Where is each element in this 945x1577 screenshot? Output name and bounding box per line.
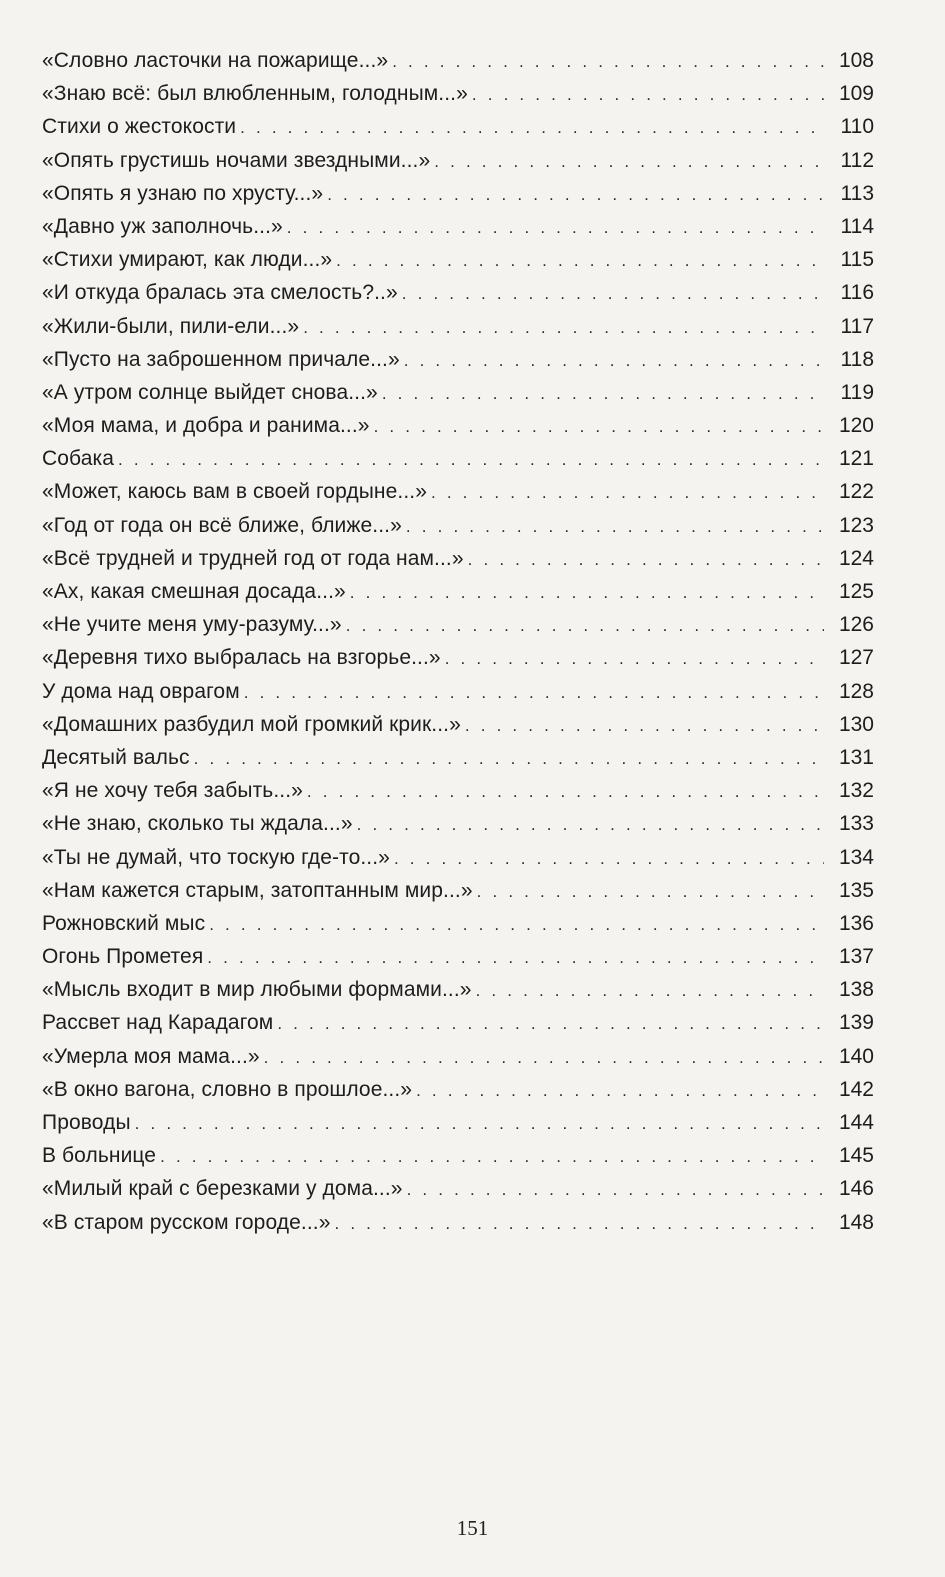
toc-entry (42, 874, 874, 907)
toc-dot-leader (194, 742, 824, 775)
toc-entry-title: «Всё трудней и трудней год от года нам...» (42, 546, 464, 570)
toc-dot-leader (244, 676, 824, 709)
toc-dot-leader (327, 178, 824, 211)
toc-entry-title: «Может, каюсь вам в своей гордыне...» (42, 480, 427, 504)
toc-entry-page: 127 (838, 646, 874, 670)
toc-dot-leader (392, 45, 824, 78)
toc-entry-title: «Домашних разбудил мой громкий крик...» (42, 712, 461, 736)
toc-entry-page: 140 (838, 1044, 874, 1068)
toc-entry-title: «Давно уж заполночь...» (42, 214, 283, 238)
toc-entry-title: Огонь Прометея (42, 945, 204, 969)
toc-entry (42, 1172, 874, 1205)
toc-entry (42, 1040, 874, 1073)
toc-dot-leader (477, 875, 824, 908)
toc-entry-title: «А утром солнце выйдет снова...» (42, 380, 378, 404)
toc-entry-title: Стихи о жестокости (42, 115, 237, 139)
toc-dot-leader (287, 211, 824, 244)
toc-dot-leader (357, 808, 824, 841)
toc-dot-leader (468, 543, 824, 576)
toc-entry-title: «Ты не думай, что тоскую где-то...» (42, 845, 390, 869)
toc-entry (42, 1106, 874, 1139)
toc-entry-title: «Стихи умирают, как люди...» (42, 248, 333, 272)
toc-dot-leader (402, 277, 824, 310)
toc-dot-leader (334, 1207, 824, 1240)
toc-entry (42, 841, 874, 874)
toc-dot-leader (445, 642, 824, 675)
toc-entry-title: «Не знаю, сколько ты ждала...» (42, 812, 353, 836)
toc-entry-page: 132 (838, 779, 874, 803)
toc-dot-leader (374, 410, 824, 443)
toc-entry-title: «Жили-были, пили-ели...» (42, 314, 300, 338)
toc-entry (42, 1139, 874, 1172)
toc-entry-page: 145 (838, 1144, 874, 1168)
toc-dot-leader (465, 709, 824, 742)
toc-entry-page: 112 (840, 148, 874, 172)
toc-entry-page: 142 (838, 1077, 874, 1101)
toc-entry (42, 774, 874, 807)
toc-entry-title: «Год от года он всё ближе, ближе...» (42, 513, 402, 537)
toc-entry-page: 123 (838, 513, 874, 537)
toc-dot-leader (404, 344, 824, 377)
toc-entry-page: 139 (838, 1011, 874, 1035)
toc-entry-page: 133 (838, 812, 874, 836)
toc-entry-page: 124 (838, 546, 874, 570)
toc-entry-page: 120 (838, 414, 874, 438)
toc-entry-page: 125 (838, 580, 874, 603)
toc-entry (42, 708, 874, 741)
toc-entry-title: Рожновский мыс (42, 911, 206, 935)
toc-entry-page: 110 (840, 115, 874, 139)
toc-entry-title: «Я не хочу тебя забыть...» (42, 779, 303, 803)
toc-entry-page: 135 (838, 878, 874, 902)
toc-entry (42, 509, 874, 542)
toc-entry-page: 116 (840, 281, 874, 305)
toc-entry-page: 126 (838, 613, 874, 637)
toc-entry-page: 148 (838, 1210, 874, 1234)
toc-entry-page: 131 (838, 745, 874, 769)
toc-entry-title: «Деревня тихо выбралась на взгорье...» (42, 646, 441, 670)
toc-dot-leader (135, 1107, 824, 1140)
toc-entry-title: «Милый край с березками у дома...» (42, 1177, 403, 1201)
toc-entry (42, 442, 874, 475)
toc-entry (42, 973, 874, 1006)
toc-dot-leader (407, 1173, 824, 1206)
toc-entry-page: 136 (838, 911, 874, 935)
page-number: 151 (456, 1516, 489, 1540)
toc-entry-title: «Не учите меня уму-разуму...» (42, 613, 342, 637)
toc-entry (42, 210, 874, 243)
toc-entry-page: 113 (840, 181, 874, 205)
toc-dot-leader (476, 974, 824, 1007)
toc-entry (42, 177, 874, 210)
toc-entry (42, 144, 874, 177)
toc-entry (42, 907, 874, 940)
toc-entry-page: 144 (838, 1111, 874, 1134)
toc-entry-page: 138 (838, 978, 874, 1002)
toc-entry-title: Десятый вальс (42, 745, 190, 769)
toc-entry-title: «Опять грустишь ночами звездными...» (42, 148, 431, 172)
toc-entry-page: 146 (838, 1177, 874, 1201)
toc-dot-leader (336, 244, 824, 277)
toc-entry-page: 121 (838, 447, 874, 471)
toc-entry (42, 940, 874, 973)
toc-entry (42, 741, 874, 774)
toc-entry-title: «И откуда бралась эта смелость?..» (42, 281, 398, 305)
toc-entry-page: 128 (838, 679, 874, 703)
toc-dot-leader (264, 1041, 824, 1074)
toc-dot-leader (160, 1140, 824, 1173)
toc-dot-leader (350, 576, 824, 609)
toc-entry-page: 114 (840, 214, 874, 238)
toc-entry (42, 575, 874, 608)
toc-dot-leader (118, 443, 824, 476)
toc-entry (42, 608, 874, 641)
toc-dot-leader (434, 145, 824, 178)
toc-entry-title: В больнице (42, 1144, 157, 1168)
toc-dot-leader (382, 377, 824, 410)
toc-entry (42, 310, 874, 343)
toc-entry-title: «В окно вагона, словно в прошлое...» (42, 1077, 413, 1101)
toc-dot-leader (416, 1074, 824, 1107)
toc-dot-leader (240, 111, 824, 144)
toc-entry-page: 130 (838, 712, 874, 736)
toc-entry (42, 1006, 874, 1039)
toc-dot-leader (303, 311, 824, 344)
toc-entry (42, 77, 874, 110)
toc-entry-title: У дома над оврагом (42, 679, 240, 703)
toc-entry-title: «Нам кажется старым, затоптанным мир...» (42, 878, 473, 902)
toc-entry-page: 108 (838, 49, 874, 72)
toc-entry-title: «Моя мама, и добра и ранима...» (42, 414, 370, 438)
toc-entry (42, 1073, 874, 1106)
toc-dot-leader (406, 510, 824, 543)
toc-entry-page: 117 (840, 314, 874, 338)
toc-dot-leader (472, 78, 824, 111)
toc-entry-title: «В старом русском городе...» (42, 1210, 331, 1234)
toc-entry-title: Рассвет над Карадагом (42, 1011, 274, 1035)
toc-dot-leader (277, 1007, 824, 1040)
toc-entry-title: «Мысль входит в мир любыми формами...» (42, 978, 472, 1002)
toc-entry (42, 675, 874, 708)
toc-entry-title: «Словно ласточки на пожарище...» (42, 49, 389, 72)
toc-entry-title: Собака (42, 447, 114, 471)
toc-entry (42, 110, 874, 143)
toc-entry (42, 243, 874, 276)
toc-entry (42, 276, 874, 309)
table-of-contents (42, 44, 874, 1239)
toc-entry (42, 807, 874, 840)
toc-entry-title: «Опять я узнаю по хрусту...» (42, 181, 324, 205)
toc-entry-page: 109 (838, 82, 874, 106)
toc-dot-leader (307, 775, 824, 808)
toc-entry-page: 118 (840, 347, 874, 371)
toc-dot-leader (209, 908, 824, 941)
toc-dot-leader (346, 609, 824, 642)
toc-dot-leader (207, 941, 824, 974)
toc-entry-title: «Умерла моя мама...» (42, 1044, 260, 1068)
toc-dot-leader (394, 842, 824, 875)
toc-entry (42, 44, 874, 77)
toc-entry-title: «Знаю всё: был влюбленным, голодным...» (42, 82, 468, 106)
toc-dot-leader (431, 476, 824, 509)
toc-entry (42, 376, 874, 409)
toc-entry-page: 115 (840, 248, 874, 272)
toc-entry (42, 1206, 874, 1239)
toc-entry (42, 409, 874, 442)
toc-entry-title: Проводы (42, 1111, 131, 1134)
toc-entry-page: 119 (840, 380, 874, 404)
toc-entry-page: 134 (838, 845, 874, 869)
toc-entry-title: «Пусто на заброшенном причале...» (42, 347, 400, 371)
toc-entry-page: 122 (838, 480, 874, 504)
toc-entry-page: 137 (838, 945, 874, 969)
toc-entry (42, 542, 874, 575)
toc-entry-title: «Ах, какая смешная досада...» (42, 580, 346, 603)
toc-entry (42, 343, 874, 376)
toc-entry (42, 475, 874, 508)
toc-entry (42, 641, 874, 674)
